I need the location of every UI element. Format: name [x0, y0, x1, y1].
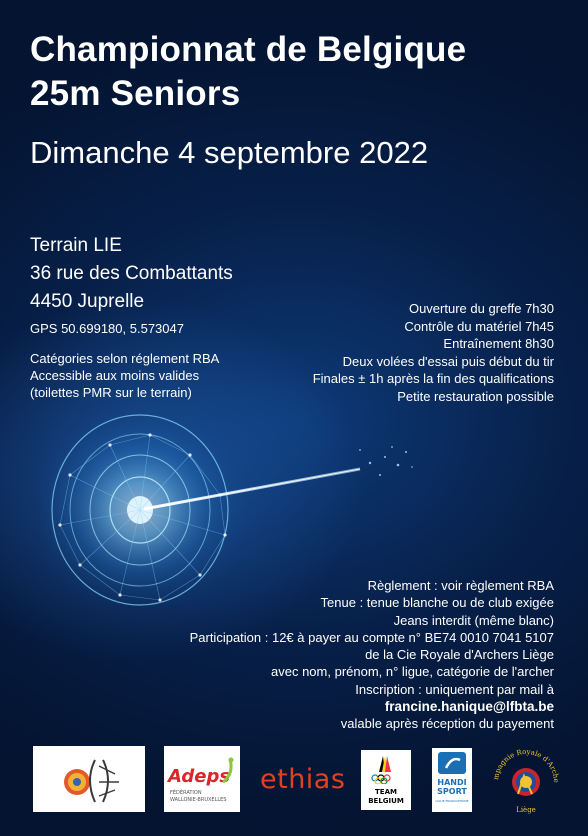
- categories-line: Accessible aux moins valides: [30, 368, 200, 383]
- venue-city: 4450 Juprelle: [30, 291, 145, 312]
- venue-street: 36 rue des Combattants: [30, 263, 233, 284]
- info-line: de la Cie Royale d'Archers Liège: [365, 647, 554, 663]
- contact-email-link[interactable]: francine.hanique@lfbta.be: [384, 699, 554, 715]
- info-line: Inscription : uniquement par mail à: [355, 681, 554, 697]
- logo-federation: [33, 746, 145, 812]
- title-line-2: 25m Seniors: [30, 74, 241, 113]
- adeps-name: Adeps: [168, 766, 231, 787]
- logo-ethias: ethias: [260, 764, 346, 795]
- info-block: [190, 577, 554, 733]
- team-belgium-icon: [369, 754, 403, 784]
- team-belgium-1: TEAM: [375, 788, 397, 796]
- handisport-2: SPORT: [437, 787, 467, 796]
- logo-handisport: [432, 748, 472, 812]
- cra-arc-text: mpagnie Royale d'Arche: [491, 747, 561, 783]
- info-line: avec nom, prénom, n° ligue, catégorie de l'archer: [271, 664, 554, 680]
- sponsor-logos: [0, 740, 588, 818]
- adeps-swoosh-icon: [220, 756, 238, 786]
- page-title: [30, 28, 466, 116]
- team-belgium-2: BELGIUM: [368, 797, 404, 805]
- schedule-line: Finales ± 1h après la fin des qualifications: [312, 371, 554, 386]
- venue-gps: GPS 50.699180, 5.573047: [30, 321, 184, 336]
- adeps-sub-1: FÉDÉRATION: [170, 790, 202, 796]
- categories-line: (toilettes PMR sur le terrain): [30, 385, 192, 400]
- cra-city-text: Liège: [516, 806, 536, 814]
- handisport-1: HANDI: [437, 778, 467, 787]
- handisport-icon: [438, 752, 466, 774]
- categories-block: [30, 350, 219, 401]
- info-line: Jeans interdit (même blanc): [393, 612, 554, 628]
- schedule-line: Contrôle du matériel 7h45: [404, 318, 554, 334]
- schedule-line: Entraînement 8h30: [443, 336, 554, 351]
- info-line: valable après réception du payement: [340, 716, 554, 732]
- categories-line: Catégories selon réglement RBA: [30, 351, 220, 366]
- schedule-line: Deux volées d'essai puis début du tir: [342, 353, 554, 369]
- title-line-1: Championnat de Belgique: [30, 30, 467, 69]
- handisport-3: LIGUE FRANCOPHONE: [435, 799, 469, 803]
- venue-name: Terrain LIE: [30, 235, 122, 256]
- schedule-block: [313, 300, 554, 405]
- schedule-line: Ouverture du greffe 7h30: [408, 301, 554, 316]
- schedule-line: Petite restauration possible: [397, 388, 554, 404]
- info-line: Participation : 12€ à payer au compte n° BE74 0010 7041 5107: [189, 629, 554, 645]
- logo-adeps: [164, 746, 240, 812]
- event-date: Dimanche 4 septembre 2022: [30, 135, 429, 170]
- info-line: Tenue : tenue blanche ou de club exigée: [320, 595, 554, 611]
- logo-team-belgium: [361, 750, 411, 810]
- logo-cra-liege: [488, 742, 564, 818]
- venue-block: [30, 232, 233, 338]
- info-line: Règlement : voir règlement RBA: [367, 578, 554, 593]
- cra-seal-icon: [488, 742, 564, 818]
- federation-logo-icon: [33, 746, 145, 812]
- adeps-sub-2: WALLONIE-BRUXELLES: [170, 797, 227, 803]
